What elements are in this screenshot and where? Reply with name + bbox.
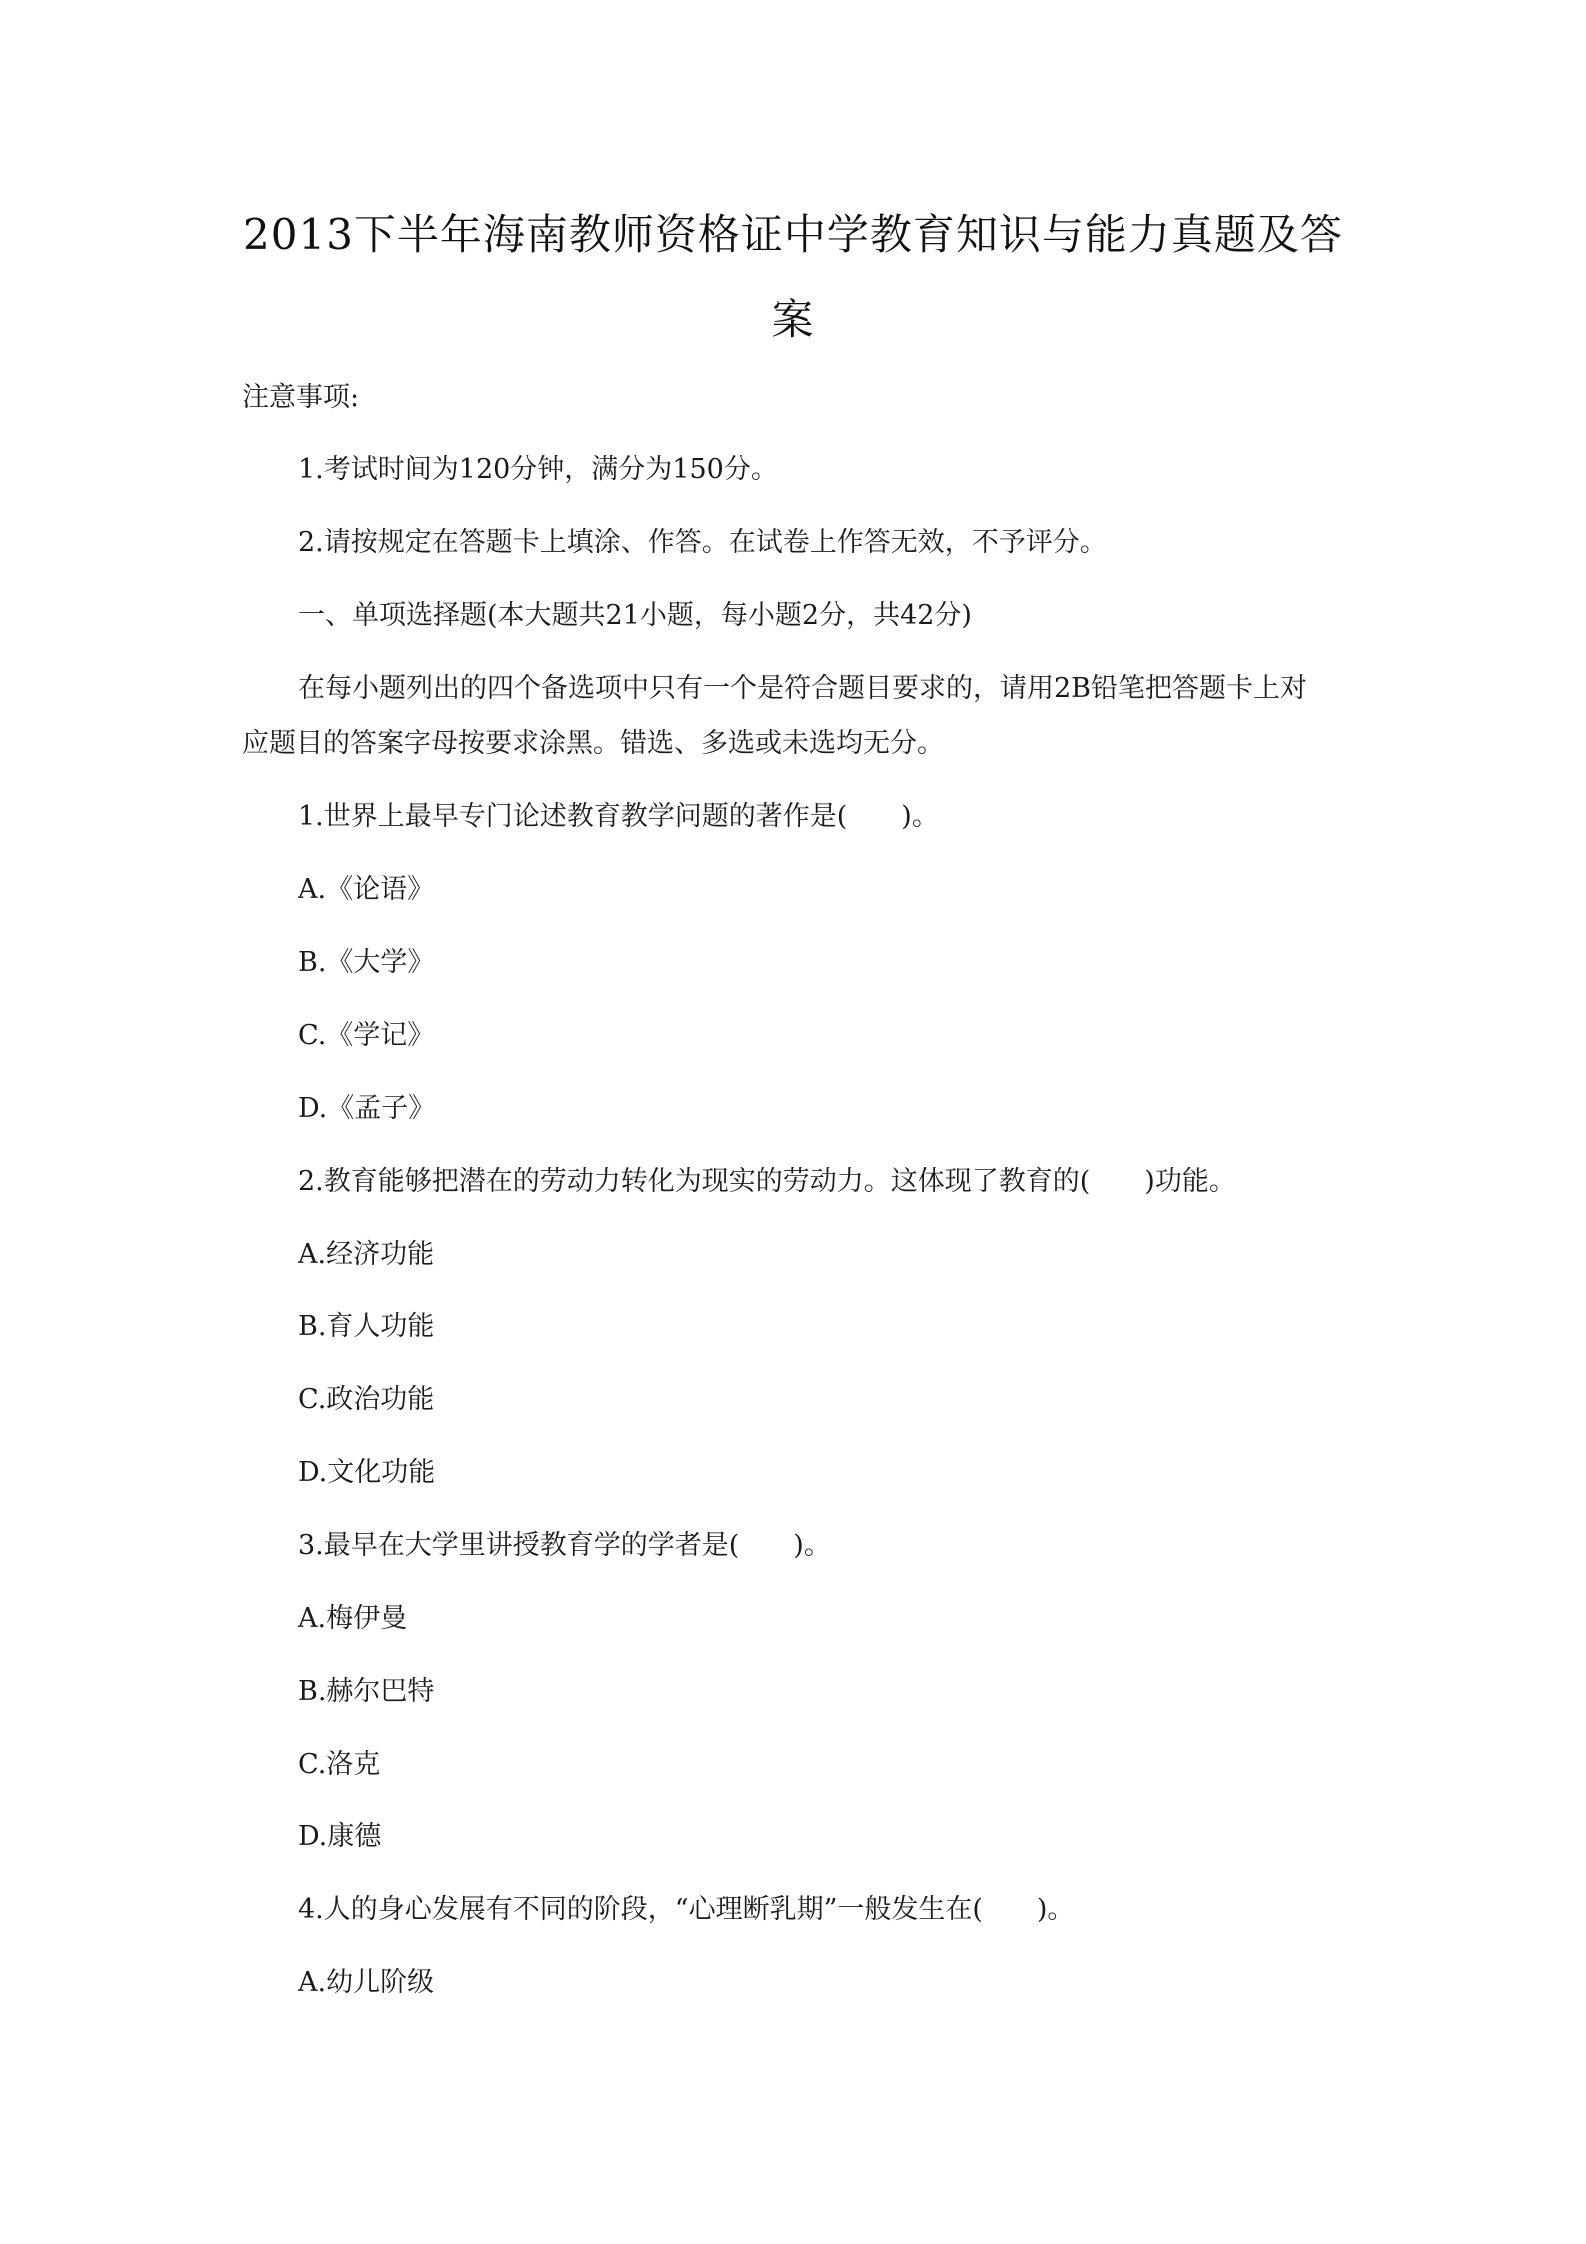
answer-option: D.康德 (298, 1821, 382, 1852)
answer-option: B.育人功能 (298, 1311, 435, 1342)
instructions-line-1: 在每小题列出的四个备选项中只有一个是符合题目要求的，请用2B铅笔把答题卡上对 (298, 673, 1308, 704)
question-stem: 3.最早在大学里讲授教育学的学者是( )。 (298, 1530, 831, 1561)
answer-option: D.《孟子》 (298, 1093, 436, 1124)
answer-option: A.幼儿阶级 (298, 1967, 435, 1998)
section-heading: 一、单项选择题(本大题共21小题，每小题2分，共42分) (298, 600, 972, 631)
instructions-line-2: 应题目的答案字母按要求涂黑。错选、多选或未选均无分。 (242, 728, 944, 759)
answer-option: A.《论语》 (298, 874, 435, 905)
answer-option: C.《学记》 (298, 1020, 435, 1051)
question-stem: 4.人的身心发展有不同的阶段，“心理断乳期”一般发生在( )。 (298, 1894, 1075, 1925)
question-stem: 2.教育能够把潜在的劳动力转化为现实的劳动力。这体现了教育的( )功能。 (298, 1166, 1236, 1197)
answer-option: A.梅伊曼 (298, 1603, 408, 1634)
question-stem: 1.世界上最早专门论述教育教学问题的著作是( )。 (298, 801, 939, 832)
answer-option: A.经济功能 (298, 1239, 435, 1270)
answer-option: B.赫尔巴特 (298, 1676, 435, 1707)
answer-option: B.《大学》 (298, 947, 435, 978)
notice-heading: 注意事项: (242, 382, 360, 413)
answer-option: C.洛克 (298, 1749, 381, 1780)
answer-option: C.政治功能 (298, 1384, 435, 1415)
answer-option: D.文化功能 (298, 1457, 436, 1488)
notice-item: 1.考试时间为120分钟，满分为150分。 (298, 454, 778, 485)
document-title-line-2: 案 (771, 295, 815, 344)
notice-item: 2.请按规定在答题卡上填涂、作答。在试卷上作答无效，不予评分。 (298, 527, 1107, 558)
document-title-line-1: 2013下半年海南教师资格证中学教育知识与能力真题及答 (243, 210, 1343, 259)
